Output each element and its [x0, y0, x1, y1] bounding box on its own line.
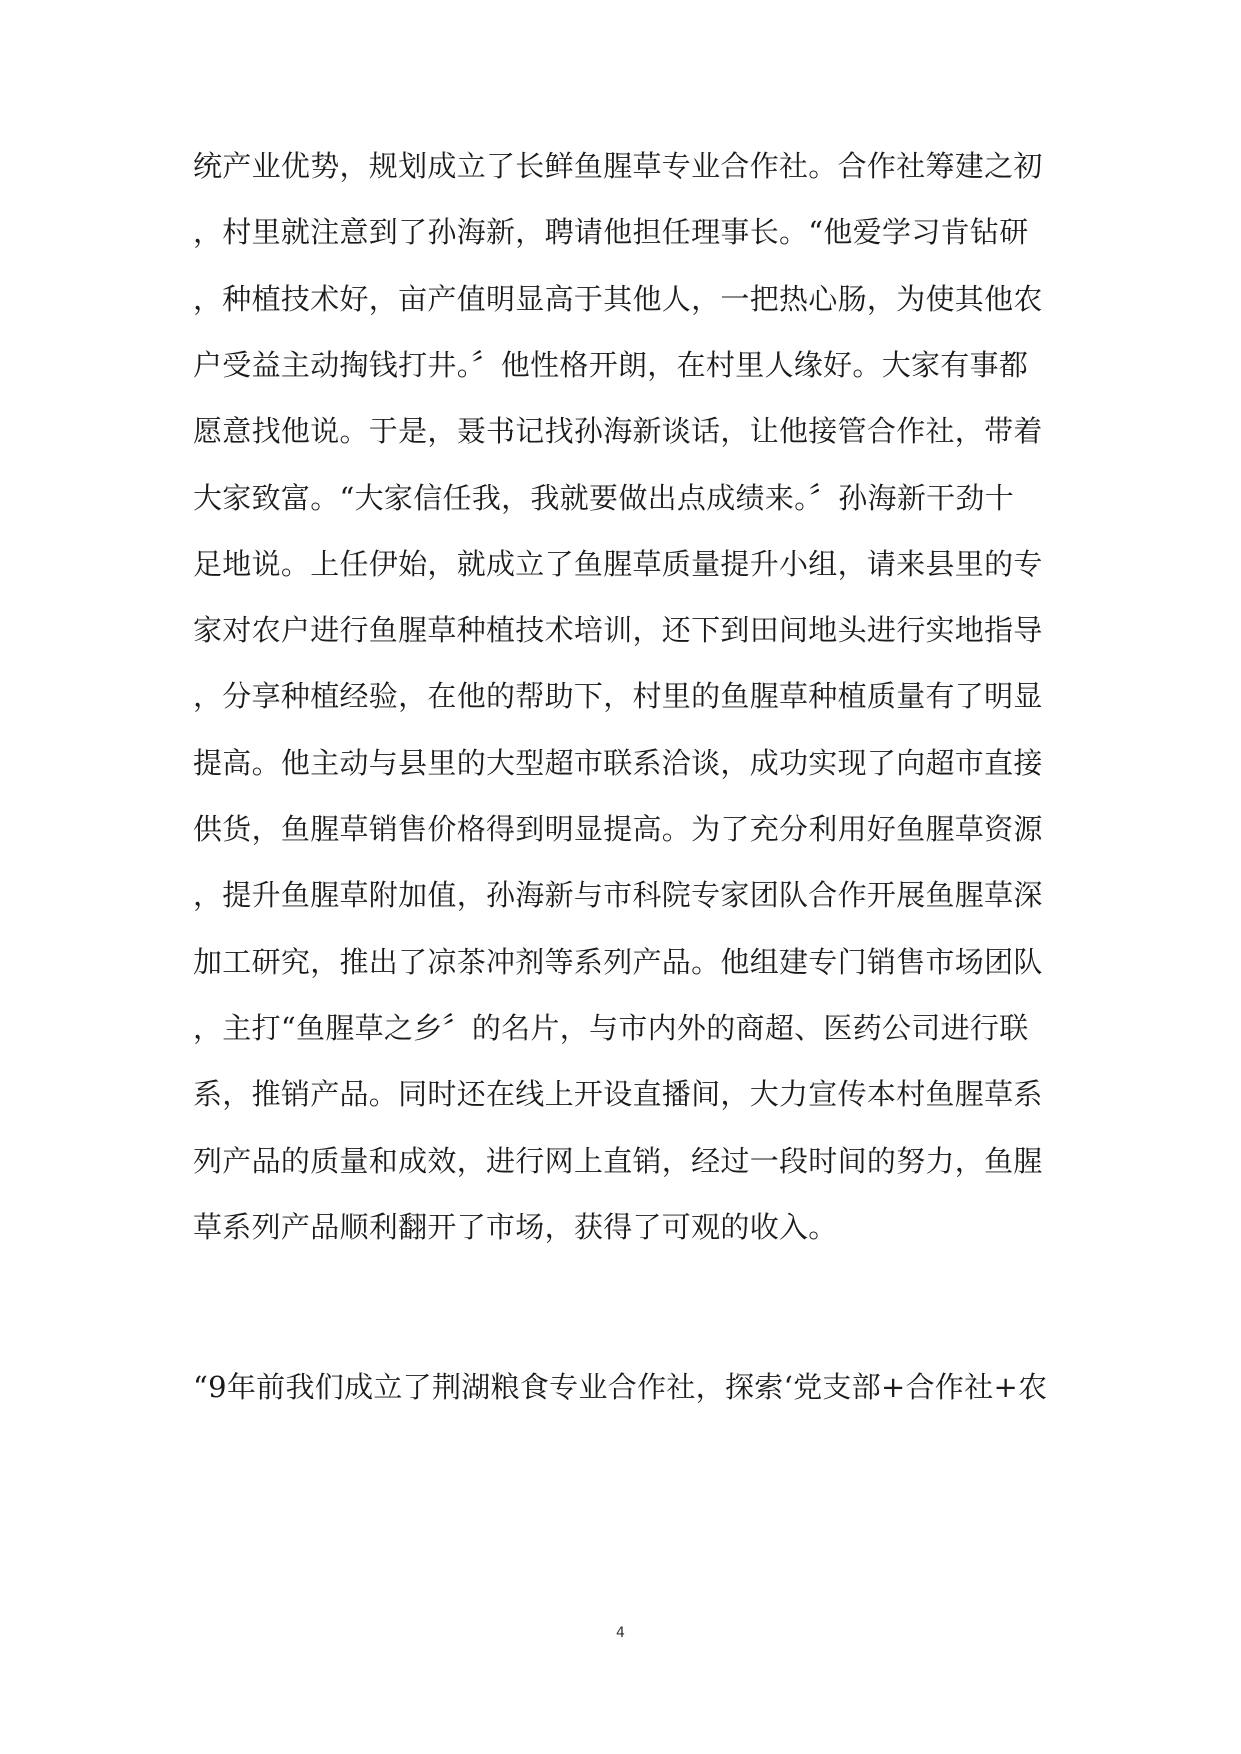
text-line: 提高。他主动与县里的大型超市联系洽谈，成功实现了向超市直接	[193, 745, 1043, 780]
text-line: 足地说。上任伊始，就成立了鱼腥草质量提升小组，请来县里的专	[193, 546, 1043, 581]
text-line: ，主打“鱼腥草之乡〞的名片，与市内外的商超、医药公司进行联	[193, 1010, 1029, 1045]
text-line: 加工研究，推出了凉茶冲剂等系列产品。他组建专门销售市场团队	[193, 944, 1043, 979]
text-line: ，提升鱼腥草附加值，孙海新与市科院专家团队合作开展鱼腥草深	[193, 878, 1043, 913]
text-line: 统产业优势，规划成立了长鲜鱼腥草专业合作社。合作社筹建之初	[193, 149, 1043, 183]
text-line: 草系列产品顺利翻开了市场，获得了可观的收入。	[193, 1209, 838, 1244]
text-line: 列产品的质量和成效，进行网上直销，经过一段时间的努力，鱼腥	[193, 1143, 1043, 1178]
text-line: 户受益主动掏钱打井。〞他性格开朗，在村里人缘好。大家有事都	[193, 347, 1029, 382]
text-line: 供货，鱼腥草销售价格得到明显提高。为了充分利用好鱼腥草资源	[193, 812, 1043, 846]
text-line: ，分享种植经验，在他的帮助下，村里的鱼腥草种植质量有了明显	[193, 679, 1043, 714]
text-line: “9年前我们成立了荆湖粮食专业合作社，探索‘党支部+合作社+农	[193, 1370, 1048, 1404]
text-line: 愿意找他说。于是，聂书记找孙海新谈话，让他接管合作社，带着	[193, 414, 1043, 449]
text-line: 系，推销产品。同时还在线上开设直播间，大力宣传本村鱼腥草系	[193, 1077, 1043, 1112]
text-line: ，种植技术好，亩产值明显高于其他人，一把热心肠，为使其他农	[193, 281, 1043, 316]
text-line: 大家致富。“大家信任我，我就要做出点成绩来。〞孙海新干劲十	[193, 480, 1015, 515]
text-line: ，村里就注意到了孙海新，聘请他担任理事长。“他爱学习肯钻研	[193, 215, 1029, 250]
page-number: 4	[616, 1625, 625, 1641]
text-line: 家对农户进行鱼腥草种植技术培训，还下到田间地头进行实地指导	[193, 613, 1043, 648]
